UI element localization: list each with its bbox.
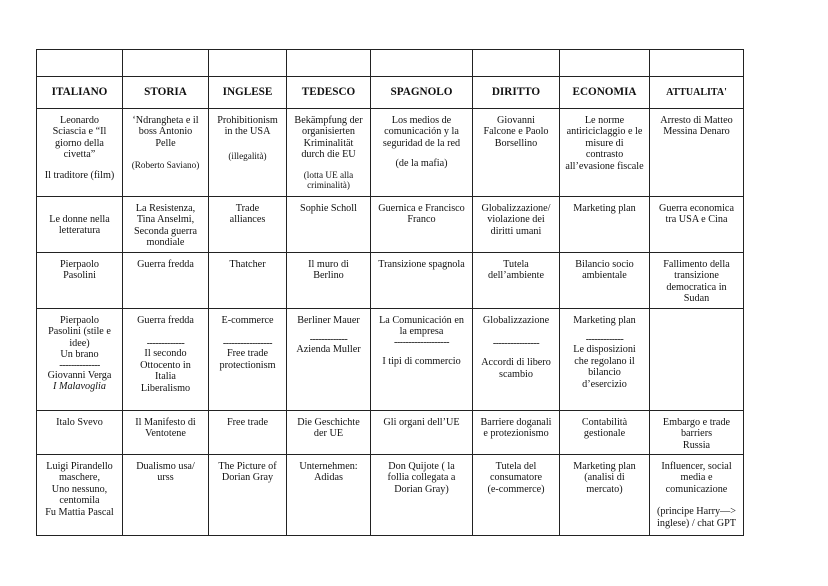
empty-top-row (37, 50, 744, 77)
cell-line: Tina Anselmi, (136, 214, 195, 226)
cell-line: Ottocento in (140, 359, 191, 371)
cell-line: Seconda guerra (133, 225, 198, 237)
cell-line: Franco (407, 214, 436, 226)
cell-line: Le disposizioni (573, 344, 636, 356)
cell-line: Marketing plan (573, 461, 636, 472)
cell-line: seguridad de la red (382, 137, 461, 149)
cell-line: Italia (155, 371, 176, 383)
cell-line: giorno della (55, 137, 104, 149)
cell-spagnolo (371, 197, 473, 253)
separator-dashes: ------------- (146, 338, 185, 350)
cell-line: Azienda Muller (296, 344, 361, 356)
cell-line: (e-commerce) (487, 483, 545, 495)
cell-inglese (209, 411, 287, 455)
header-economia: ECONOMIA (560, 77, 650, 109)
cell-line: Adidas (314, 472, 343, 484)
cell-line: Giovanni Verga (47, 369, 112, 381)
cell-italiano (37, 197, 123, 253)
separator-dashes: ------------------- (394, 336, 449, 348)
cell-line: Gli organi dell’UE (383, 417, 460, 428)
header-diritto: DIRITTO (473, 77, 560, 109)
cell-diritto (473, 411, 560, 455)
cell-line: Italo Svevo (56, 417, 103, 428)
table-row (37, 253, 744, 309)
cell-diritto (473, 455, 560, 536)
cell-line: Berliner Mauer (297, 315, 360, 326)
cell-line: Thatcher (229, 259, 266, 270)
cell-line: Il traditore (film) (44, 169, 115, 181)
cell-line: Ventotene (145, 428, 186, 440)
cell-storia (123, 253, 209, 309)
cell-line: democratica in (666, 281, 727, 293)
cell-line: comunicazione (665, 483, 728, 495)
cell-storia (123, 411, 209, 455)
cell-line: mondiale (146, 237, 185, 249)
cell-attualita (650, 197, 744, 253)
cell-line: Leonardo (59, 115, 100, 126)
cell-spagnolo (371, 309, 473, 411)
cell-line: comunicación y la (384, 126, 459, 138)
cell-line: Le norme (584, 115, 625, 126)
cell-line: Sophie Scholl (300, 203, 357, 214)
cell-line: Globalizzazione (482, 315, 550, 326)
cell-italiano (37, 309, 123, 411)
cell-line: Transizione spagnola (378, 259, 465, 270)
cell-diritto (473, 253, 560, 309)
cell-line: Bilancio socio (575, 259, 634, 270)
cell-line: Contabilità (581, 417, 628, 428)
cell-line: Bekämpfung der (294, 115, 363, 126)
cell-line: organisierten (302, 126, 355, 138)
cell-line: Sudan (683, 293, 710, 305)
cell-line: (Roberto Saviano) (131, 160, 200, 171)
cell-line: d’esercizio (582, 378, 627, 390)
cell-italiano (37, 253, 123, 309)
cell-line: consumatore (489, 472, 543, 484)
cell-line: (illegalità) (228, 150, 267, 161)
cell-line: Dorian Gray (221, 472, 274, 484)
cell-spagnolo (371, 253, 473, 309)
cell-line: Tutela del (495, 461, 537, 472)
cell-line: in the USA (224, 126, 271, 138)
cell-tedesco (287, 109, 371, 197)
cell-line: Fu Mattia Pascal (45, 506, 114, 518)
cell-line: Le donne nella (49, 214, 110, 225)
cell-line: I tipi di commercio (382, 355, 461, 367)
cell-line: Liberalismo (140, 382, 191, 394)
cell-line: Unternehmen: (299, 461, 358, 472)
cell-line: Guerra economica (659, 203, 734, 214)
separator-dashes: ------------- (309, 334, 348, 346)
cell-attualita (650, 253, 744, 309)
cell-spagnolo (371, 411, 473, 455)
cell-line: idee) (69, 337, 90, 349)
cell-tedesco (287, 411, 371, 455)
cell-line: violazione dei (487, 214, 545, 226)
cell-line: Influencer, social (661, 461, 732, 472)
cell-line: gestionale (583, 428, 626, 440)
cell-storia (123, 109, 209, 197)
cell-line: barriers (680, 428, 713, 440)
cell-line: Globalizzazione/ (481, 203, 551, 214)
cell-inglese (209, 109, 287, 197)
header-storia: STORIA (123, 77, 209, 109)
cell-line: Pasolini (stile e (48, 326, 111, 338)
cell-line: I Malavoglia (53, 381, 106, 393)
cell-line: Pelle (155, 137, 176, 149)
table-row (37, 109, 744, 197)
cell-line: Giovanni (497, 115, 535, 126)
header-italiano: ITALIANO (37, 77, 123, 109)
empty-cell (287, 50, 371, 77)
cell-line: protectionism (219, 359, 276, 371)
cell-storia (123, 197, 209, 253)
cell-diritto (473, 197, 560, 253)
cell-line: Marketing plan (573, 315, 636, 326)
cell-line: Messina Denaro (663, 126, 730, 138)
cell-line: diritti umani (490, 225, 542, 237)
cell-line: mercato) (586, 483, 623, 495)
cell-line: civetta” (63, 149, 96, 161)
cell-line: all’evasione fiscale (565, 160, 644, 172)
cell-line: Embargo e trade (662, 417, 731, 428)
cell-italiano (37, 411, 123, 455)
cell-line: Il secondo (144, 348, 187, 360)
cell-line: Dorian Gray) (394, 483, 449, 495)
cell-tedesco (287, 253, 371, 309)
cell-line: Marketing plan (573, 203, 636, 214)
cell-line: maschere, (58, 472, 100, 484)
cell-line: Kriminalität (303, 137, 354, 149)
cell-line: Free trade (226, 348, 268, 360)
cell-tedesco (287, 309, 371, 411)
cell-line: la empresa (399, 326, 444, 338)
cell-line: letteratura (58, 225, 101, 237)
table-row (37, 197, 744, 253)
cell-line: che regolano il (574, 355, 635, 367)
table-row (37, 455, 744, 536)
cell-line: alliances (229, 214, 266, 226)
header-tedesco: TEDESCO (287, 77, 371, 109)
empty-cell (560, 50, 650, 77)
empty-cell (371, 50, 473, 77)
empty-cell (37, 50, 123, 77)
header-row (37, 77, 744, 109)
cell-line: ‘Ndrangheta e il (132, 115, 199, 126)
separator-dashes: ---------------- (492, 338, 540, 350)
cell-diritto (473, 109, 560, 197)
cell-economia (560, 197, 650, 253)
cell-line: contrasto (585, 149, 624, 161)
empty-cell (473, 50, 560, 77)
cell-line: Falcone e Paolo (483, 126, 549, 138)
cell-line: Pierpaolo (59, 259, 100, 270)
cell-line: Borsellino (494, 137, 538, 149)
empty-cell (209, 50, 287, 77)
cell-line: Guerra fredda (137, 315, 194, 326)
cell-line: Dualismo usa/ (136, 461, 195, 472)
separator-dashes: -------------- (59, 359, 100, 371)
cell-inglese (209, 197, 287, 253)
cell-economia (560, 411, 650, 455)
cell-line: Un brano (60, 349, 99, 361)
cell-line: Pierpaolo (59, 315, 100, 326)
cell-line: Tutela (503, 259, 529, 270)
empty-cell (650, 50, 744, 77)
cell-storia (123, 455, 209, 536)
cell-line: transizione (674, 270, 719, 282)
cell-line: inglese) / chat GPT (657, 517, 736, 529)
cell-line: Trade (235, 203, 260, 214)
cell-italiano (37, 109, 123, 197)
cell-attualita (650, 455, 744, 536)
cell-economia (560, 253, 650, 309)
cell-line: Berlino (313, 270, 344, 282)
cell-attualita (650, 411, 744, 455)
cell-line: Fallimento della (663, 259, 730, 270)
cell-line: Sciascia e “Il (52, 126, 107, 138)
cell-line: dell’ambiente (487, 270, 544, 282)
cell-line: Barriere doganali (480, 417, 552, 428)
header-attualita: ATTUALITA' (650, 77, 744, 109)
cell-attualita-empty (650, 309, 744, 411)
cell-line: boss Antonio (138, 126, 193, 138)
cell-line: Free trade (226, 417, 268, 428)
cell-line: urss (157, 472, 174, 484)
cell-spagnolo (371, 455, 473, 536)
cell-line: criminalità) (307, 180, 350, 191)
header-spagnolo: SPAGNOLO (371, 77, 473, 109)
cell-economia (560, 309, 650, 411)
cell-line: E-commerce (221, 315, 274, 326)
cell-line: La Comunicación en (379, 315, 464, 326)
empty-cell (123, 50, 209, 77)
cell-line: Arresto di Matteo (660, 115, 733, 126)
cell-inglese (209, 253, 287, 309)
cell-tedesco (287, 455, 371, 536)
cell-line: durch die EU (301, 149, 356, 161)
cell-spagnolo (371, 109, 473, 197)
cell-line: Los medios de (391, 115, 452, 126)
cell-line: The Picture of (218, 461, 277, 472)
cell-storia (123, 309, 209, 411)
cell-line: ambientale (582, 270, 627, 282)
cell-line: Uno nessuno, (51, 483, 108, 495)
cell-economia (560, 455, 650, 536)
cell-line: Accordi di libero (481, 357, 551, 369)
cell-line: follia collegata a (387, 472, 456, 484)
separator-dashes: ----------------- (222, 338, 273, 350)
cell-line: antiriciclaggio e le (566, 126, 643, 138)
cell-line: La Resistenza, (135, 203, 196, 214)
cell-line: Don Quijote ( la (388, 461, 455, 472)
separator-dashes: ------------- (585, 334, 624, 346)
subject-topics-table (36, 49, 744, 536)
cell-line: Luigi Pirandello (46, 461, 113, 472)
cell-line: Guernica e Francisco (378, 203, 465, 214)
cell-line: Il muro di (308, 259, 349, 270)
cell-line: Russia (682, 439, 711, 451)
table-row (37, 309, 744, 411)
cell-italiano (37, 455, 123, 536)
cell-economia (560, 109, 650, 197)
cell-line: tra USA e Cina (665, 214, 728, 226)
cell-line: centomila (59, 495, 100, 507)
cell-line: (lotta UE alla (303, 169, 354, 180)
cell-line: misure di (585, 137, 624, 149)
cell-line: e protezionismo (483, 428, 549, 440)
cell-line: scambio (499, 368, 533, 380)
cell-inglese (209, 309, 287, 411)
header-inglese: INGLESE (209, 77, 287, 109)
cell-line: Pasolini (63, 270, 96, 282)
cell-line: Guerra fredda (137, 259, 194, 270)
cell-diritto (473, 309, 560, 411)
cell-line: Die Geschichte (297, 417, 360, 428)
table-row (37, 411, 744, 455)
cell-line: Il Manifesto di (135, 417, 196, 428)
cell-line: bilancio (588, 367, 621, 379)
cell-line: (principe Harry—> (656, 506, 736, 518)
cell-tedesco (287, 197, 371, 253)
cell-line: Prohibitionism (217, 115, 278, 126)
cell-line: (de la mafia) (395, 158, 448, 170)
cell-line: der UE (313, 428, 344, 440)
cell-inglese (209, 455, 287, 536)
cell-line: (analisi di (584, 472, 625, 484)
cell-attualita (650, 109, 744, 197)
cell-line: media e (680, 472, 713, 484)
